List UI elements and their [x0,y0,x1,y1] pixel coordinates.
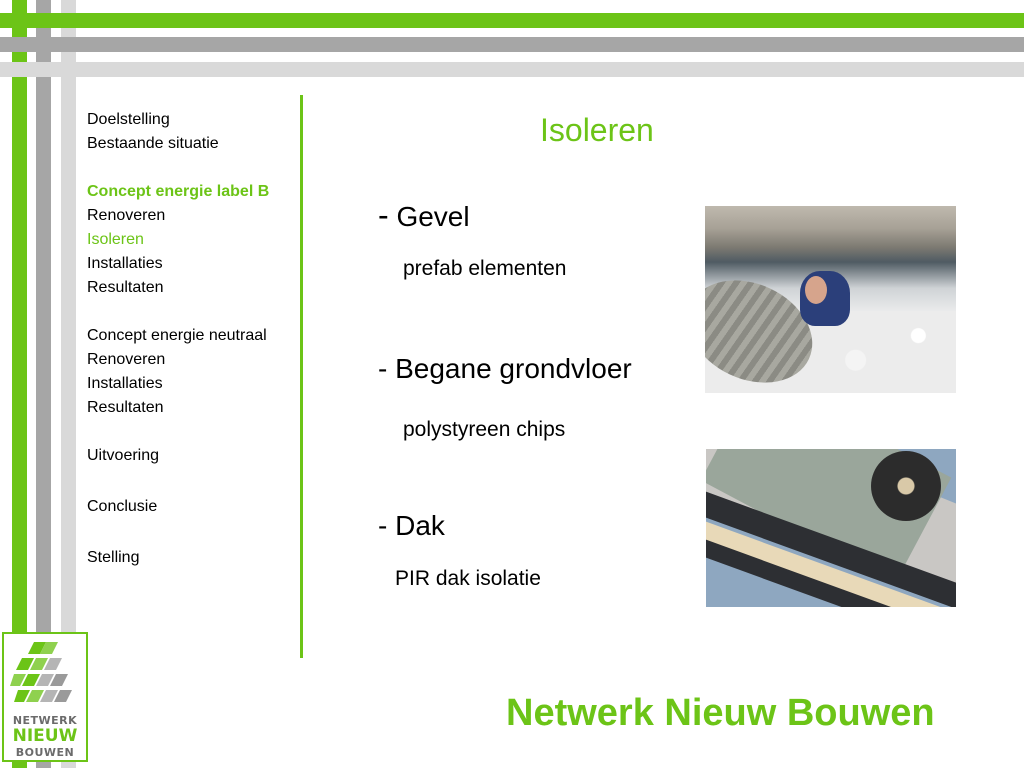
logo-text-netwerk: NETWERK [12,714,78,727]
slide-title: Isoleren [540,112,654,148]
nav-item-doelstelling[interactable]: Doelstelling [87,111,170,128]
nav-item-bestaande-situatie[interactable]: Bestaande situatie [87,135,219,152]
nav-item-uitvoering[interactable]: Uitvoering [87,447,160,464]
nav-section-concept-neutraal[interactable]: Concept energie neutraal [87,327,267,344]
nav-item-renoveren-2[interactable]: Renoveren [87,351,166,368]
nav-item-installaties[interactable]: Installaties [87,255,163,272]
nav-item-renoveren[interactable]: Renoveren [87,207,166,224]
gevel-heading [378,197,470,234]
nav-item-stelling[interactable]: Stelling [87,549,140,566]
grey-horizontal-stripe [0,37,1024,52]
nav-item-conclusie[interactable]: Conclusie [87,498,158,515]
netwerk-nieuw-bouwen-logo [2,632,88,762]
gevel-subtext: prefab elementen [403,257,567,280]
vloer-heading: - Begane grondvloer [378,353,632,384]
nav-section-concept-label-b[interactable]: Concept energie label B [87,183,270,200]
nav-item-resultaten[interactable]: Resultaten [87,279,164,296]
dak-subtext: PIR dak isolatie [395,567,541,590]
logo-text-bouwen: BOUWEN [15,746,75,759]
crawlspace-insulation-photo [705,206,956,393]
brand-footer: Netwerk Nieuw Bouwen [506,692,935,734]
side-navigation [87,108,302,570]
gevel-dash: - [378,197,389,233]
nav-item-isoleren-active[interactable]: Isoleren [87,231,144,248]
logo-blocks-icon [10,638,82,710]
nav-item-resultaten-2[interactable]: Resultaten [87,399,164,416]
gevel-heading-text: Gevel [396,201,470,232]
pir-roof-insulation-photo [706,449,956,607]
light-grey-horizontal-stripe [0,62,1024,77]
logo-text-nieuw: NIEUW [12,726,78,746]
dak-heading: - Dak [378,510,445,541]
green-horizontal-stripe [0,13,1024,28]
nav-item-installaties-2[interactable]: Installaties [87,375,163,392]
vloer-subtext: polystyreen chips [403,418,566,441]
